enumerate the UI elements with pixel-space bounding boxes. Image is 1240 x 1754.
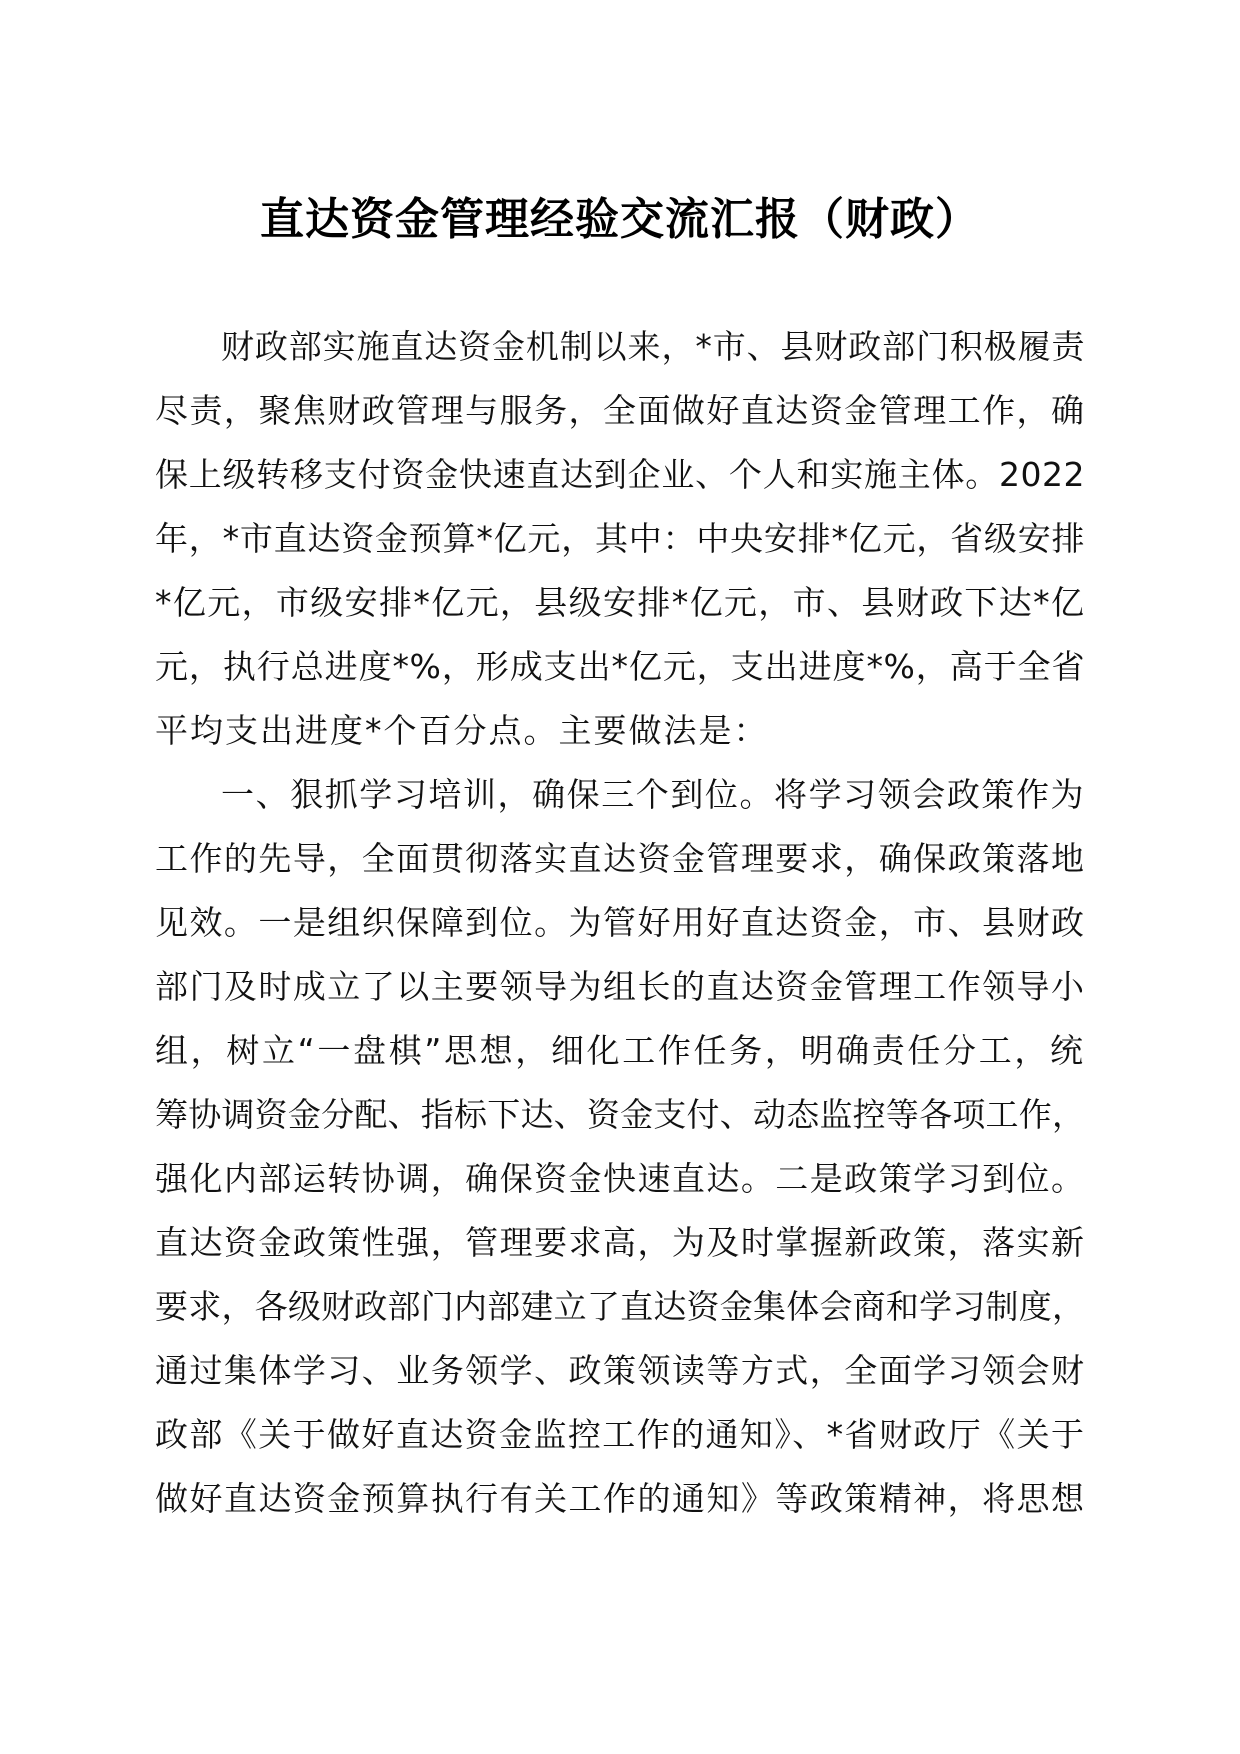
paragraph-line: 工作的先导，全面贯彻落实直达资金管理要求，确保政策落地 xyxy=(155,839,1085,878)
paragraph-line: 筹协调资金分配、指标下达、资金支付、动态监控等各项工作， xyxy=(155,1095,1085,1134)
paragraph-line: 元，执行总进度*%，形成支出*亿元，支出进度*%，高于全省 xyxy=(155,647,1085,686)
paragraph-line: 保上级转移支付资金快速直达到企业、个人和实施主体。2022 xyxy=(155,455,1085,494)
document-title: 直达资金管理经验交流汇报（财政） xyxy=(260,194,980,245)
paragraph-line: 部门及时成立了以主要领导为组长的直达资金管理工作领导小 xyxy=(155,967,1085,1006)
paragraph-line: 通过集体学习、业务领学、政策领读等方式，全面学习领会财 xyxy=(155,1351,1085,1390)
paragraph-line: 尽责，聚焦财政管理与服务，全面做好直达资金管理工作，确 xyxy=(155,391,1085,430)
paragraph-line: 一、狠抓学习培训，确保三个到位。将学习领会政策作为 xyxy=(221,775,1085,814)
paragraph-line: 见效。一是组织保障到位。为管好用好直达资金，市、县财政 xyxy=(155,903,1085,942)
paragraph-line: 要求，各级财政部门内部建立了直达资金集体会商和学习制度， xyxy=(155,1287,1085,1326)
document-body xyxy=(155,315,1085,1531)
paragraph-line: 政部《关于做好直达资金监控工作的通知》、*省财政厅《关于 xyxy=(155,1415,1085,1454)
paragraph-line: 强化内部运转协调，确保资金快速直达。二是政策学习到位。 xyxy=(155,1159,1085,1198)
paragraph-line: 财政部实施直达资金机制以来，*市、县财政部门积极履责 xyxy=(221,327,1085,366)
paragraph-line: 年，*市直达资金预算*亿元，其中：中央安排*亿元，省级安排 xyxy=(155,519,1085,558)
paragraph-line: *亿元，市级安排*亿元，县级安排*亿元，市、县财政下达*亿 xyxy=(155,583,1085,622)
paragraph-line: 做好直达资金预算执行有关工作的通知》等政策精神，将思想 xyxy=(155,1479,1085,1518)
paragraph-line: 直达资金政策性强，管理要求高，为及时掌握新政策，落实新 xyxy=(155,1223,1085,1262)
paragraph-line: 组，树立“一盘棋”思想，细化工作任务，明确责任分工，统 xyxy=(155,1031,1085,1070)
paragraph-line: 平均支出进度*个百分点。主要做法是： xyxy=(155,711,769,750)
